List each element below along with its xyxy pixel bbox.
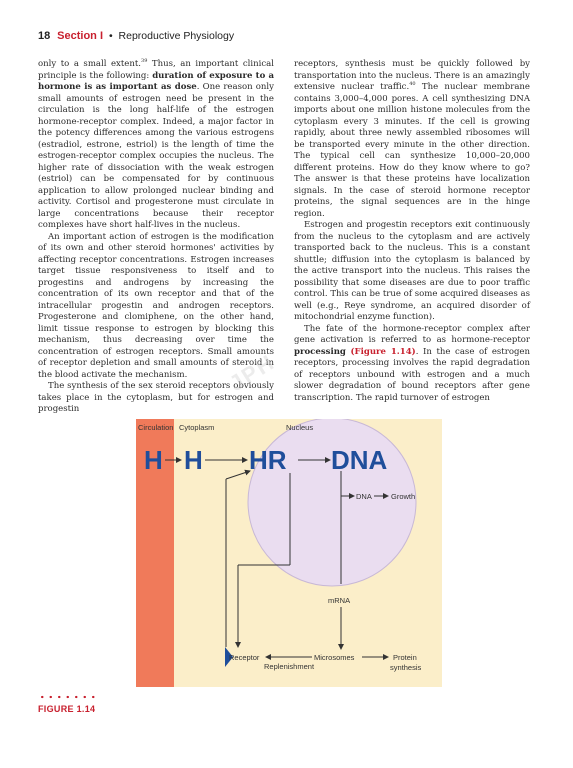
processing-term: processing (294, 346, 346, 357)
left-paragraph-3: The synthesis of the sex steroid receptors obviously takes place in the cytoplasm, but for estrogen and progestin (38, 381, 274, 414)
right-paragraph-2: Estrogen and progestin receptors exit continuously from the nucleus to the cytoplasm and are actively transported back to the nucleus. This is a constant shuttle; diffusion into the cytoplasm is balanced by the active transport into the nucleus. This raises the possibility that some diseases are due to poor traffic control. This can be true of some acquired diseases as well (e.g., Reye syndrome, an acquired disorder of mitochondrial enzyme function). (294, 220, 530, 322)
left-paragraph-1: only to a small extent.$^{39}$ Thus, an important clinical principle is the following: duration of exposure to a hormone is as important as dose. One reason only small amounts of estrogen need be present in the circulation is the long half-life of the estrogen hormone-receptor complex. Indeed, a major factor in the potency differences among the various estrogens (estradiol, estrone, estriol) is the length of time the estrogen-receptor complex occupies the nucleus. The higher rate of dissociation with the weak estrogen (estriol) can be compensated for by continuous application to allow prolonged nuclear binding and activity. Cortisol and progesterone must circulate in large concentrations because their receptor complexes have short half-lives in the nucleus. (38, 58, 274, 230)
growth-label: Growth (391, 492, 416, 501)
nucleus-label: Nucleus (286, 423, 314, 432)
right-paragraph-3: The fate of the hormone-receptor complex after gene activation is referred to as hormone-receptor processing (Figure 1.14). In the case of estrogen receptors, processing involves the rapid degradation of receptors unbound with estrogen and a much slower degradation of bound receptors after gene transcription. The rapid turnover of estrogen (294, 323, 530, 403)
replenishment-label: Replenishment (264, 662, 315, 671)
dna-label-small: DNA (356, 492, 372, 501)
page-number: 18 (38, 30, 51, 42)
chapter-label: Reproductive Physiology (118, 30, 235, 42)
figure-dots (38, 695, 98, 699)
hormone-cytoplasm: H (184, 445, 203, 475)
right-column (294, 59, 530, 404)
synthesis-label: synthesis (390, 663, 422, 672)
cytoplasm-label: Cytoplasm (179, 423, 215, 432)
dna-label-large: DNA (331, 445, 388, 475)
reference-39[interactable]: 39 (141, 58, 148, 65)
protein-label: Protein (393, 653, 417, 662)
reference-40[interactable]: 40 (409, 81, 416, 88)
hormone-circulation: H (144, 445, 163, 475)
mrna-label: mRNA (328, 596, 351, 605)
microsomes-label: Microsomes (314, 653, 355, 662)
receptor-label: Receptor (229, 653, 260, 662)
hormone-receptor-complex: HR (249, 445, 287, 475)
circulation-label: Circulation (138, 423, 174, 432)
header-separator: • (108, 30, 113, 42)
key-principle: duration of exposure to a hormone is as important as dose (38, 70, 274, 92)
right-paragraph-1: receptors, synthesis must be quickly followed by transportation into the nucleus. There is an amazingly extensive nuclear traffic.$^{40}$ The nuclear membrane contains 3,000–4,000 pores. A cell synthesizing DNA imports about one million histone molecules from the cytoplasm every 3 minutes. If the cell is growing rapidly, about three newly assembled ribosomes will be transported every minute in the other direction. The typical cell can synthesize 10,000–20,000 different proteins. How do they know where to go? The answer is that these proteins have localization signals. In the case of steroid hormone receptor proteins, the signal sequences are in the hinge region. (294, 59, 530, 219)
left-paragraph-2: An important action of estrogen is the modification of its own and other steroid hormones' activities by affecting receptor concentrations. Estrogen increases target tissue responsiveness to itself and to progestins and androgens by increasing the concentration of its own receptor and that of the intracellular progestin and androgen receptors. Progesterone and clomiphene, on the other hand, limit tissue response to estrogen by blocking this mechanism, thus decreasing over time the concentration of estrogen receptors. Small amounts of receptor depletion and small amounts of steroid in the blood activate the mechanism. (38, 231, 274, 380)
figure-caption: FIGURE 1.14 (38, 704, 96, 714)
receptor-processing-diagram (136, 419, 442, 687)
running-header (38, 30, 234, 46)
watermark: JPH (224, 349, 280, 397)
section-label: Section I (57, 30, 104, 42)
figure-1-14 (136, 419, 442, 687)
left-column (38, 59, 274, 416)
figure-reference[interactable]: (Figure 1.14) (350, 346, 416, 357)
